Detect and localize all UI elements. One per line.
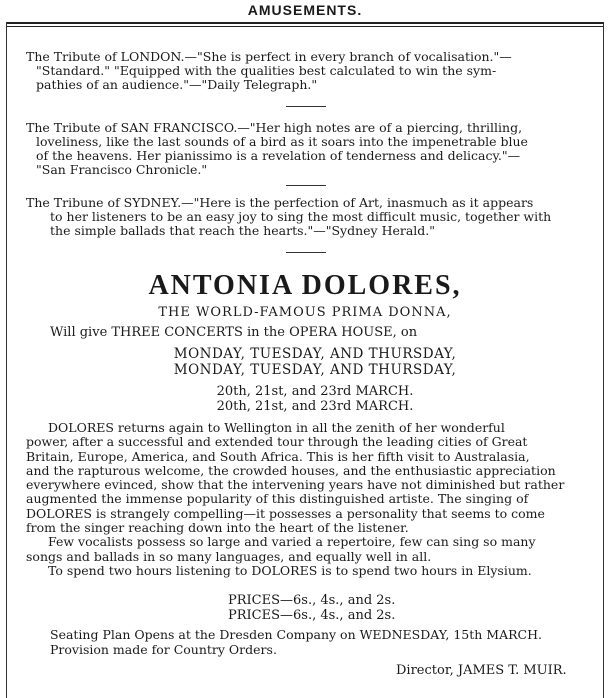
concert-dates: 20th, 21st, and 23rd MARCH. (216, 399, 414, 414)
text-line: The Tribute of LONDON.—"She is perfect in every branch of vocalisation."— (26, 49, 512, 64)
concert-days: MONDAY, TUESDAY, AND THURSDAY, (173, 362, 457, 378)
text-line: loveliness, like the last sounds of a bird as it soars into the impenetrable blue (36, 134, 528, 149)
text-line: to her listeners to be an easy joy to sing the most difficult music, together with (50, 209, 552, 224)
performer-subtitle: THE WORLD-FAMOUS PRIMA DONNA, (158, 305, 452, 320)
text-line: songs and ballads in so many languages, and equally well in all. (26, 548, 432, 564)
left-border (6, 22, 7, 698)
text-line: The Tribute of SAN FRANCISCO.—"Her high notes are of a piercing, thrilling, (26, 120, 523, 135)
text-line: pathies of an audience."—"Daily Telegraph." (36, 77, 318, 92)
country-orders-notice: Provision made for Country Orders. (50, 642, 277, 657)
seating-plan-notice: Seating Plan Opens at the Dresden Company on WEDNESDAY, 15th MARCH. (50, 627, 542, 642)
separator-rule (286, 185, 326, 186)
separator-rule (286, 252, 326, 253)
separator-rule (286, 106, 326, 107)
text-line: the simple ballads that reach the hearts."—"Sydney Herald." (50, 223, 436, 238)
concert-intro: Will give THREE CONCERTS in the OPERA HOUSE, on (50, 325, 418, 340)
text-line: of the heavens. Her pianissimo is a revelation of tenderness and delicacy."— (36, 148, 521, 163)
section-header: AMUSEMENTS. (247, 2, 363, 18)
text-line: everywhere evinced, show that the intervening years have not diminished but rather (26, 477, 565, 493)
tribute-san-francisco (26, 121, 594, 177)
text-line: "San Francisco Chronicle." (36, 162, 208, 177)
text-line: The Tribune of SYDNEY.—"Here is the perfection of Art, inasmuch as it appears (26, 195, 534, 210)
header-rule-thin (6, 26, 604, 27)
body-text (26, 421, 594, 578)
text-line: DOLORES returns again to Wellington in all the zenith of her wonderful (48, 420, 505, 435)
text-line: and the rapturous welcome, the crowded houses, and the enthusiastic appreciation (26, 462, 556, 478)
tribute-london (26, 50, 594, 92)
tribute-sydney (26, 196, 594, 238)
text-line: Britain, Europe, America, and South Africa. This is her fifth visit to Australasia, (26, 448, 530, 464)
text-line: "Standard." "Equipped with the qualities best calculated to win the sym- (36, 63, 497, 78)
text-line: DOLORES is strangely compelling—it possesses a personality that seems to come (26, 505, 545, 521)
concert-days: MONDAY, TUESDAY, AND THURSDAY, (173, 346, 457, 362)
text-line: from the singer reaching down into the heart of the listener. (26, 520, 409, 536)
prices-line: PRICES—6s., 4s., and 2s. (228, 593, 396, 608)
text-line: Few vocalists possess so large and varied a repertoire, few can sing so many (48, 534, 536, 550)
concert-dates: 20th, 21st, and 23rd MARCH. (216, 384, 414, 399)
text-line: augmented the immense popularity of this distinguished artiste. The singing of (26, 491, 529, 507)
text-line: power, after a successful and extended tour through the leading cities of Great (26, 434, 528, 450)
text-line: To spend two hours listening to DOLORES is to spend two hours in Elysium. (48, 562, 532, 578)
prices-line: PRICES—6s., 4s., and 2s. (228, 608, 396, 623)
performer-name: ANTONIA DOLORES, (148, 270, 462, 301)
header-rule (6, 22, 604, 24)
director-credit: Director, JAMES T. MUIR. (396, 663, 567, 678)
